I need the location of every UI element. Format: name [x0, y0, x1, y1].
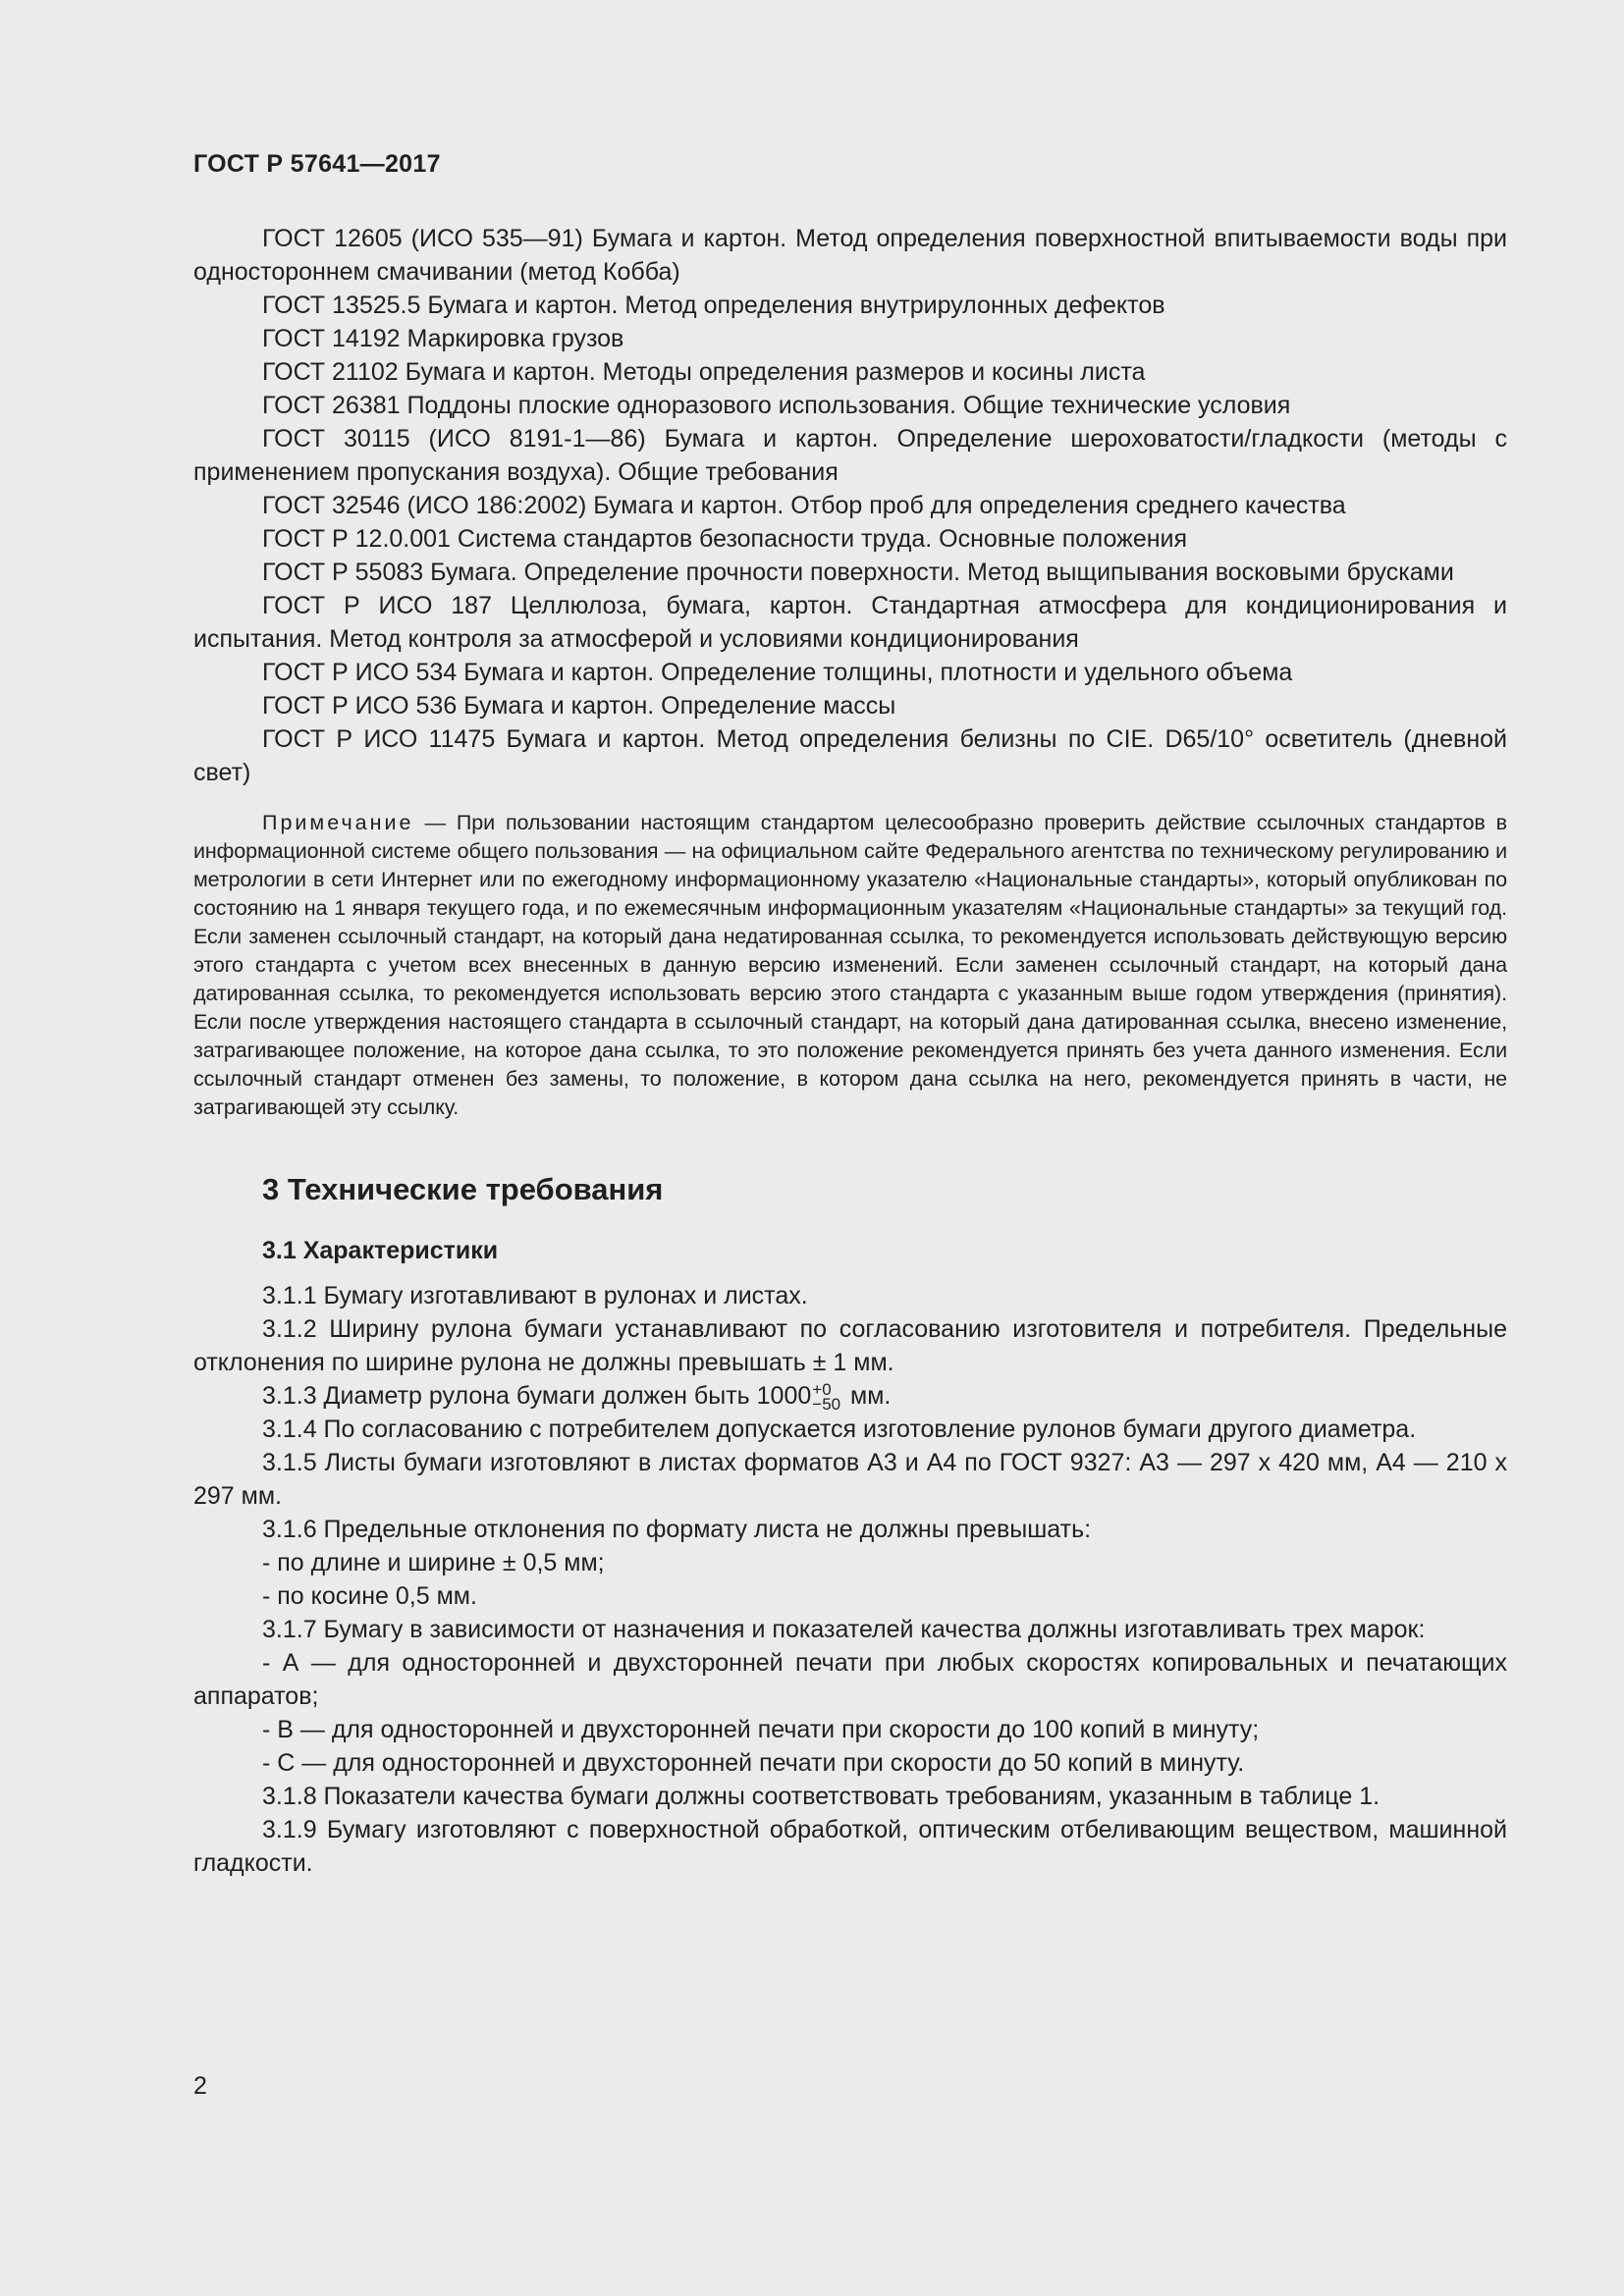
subsection-title: 3.1 Характеристики	[262, 1237, 499, 1264]
clause-3-1-1: 3.1.1 Бумагу изготавливают в рулонах и листах.	[262, 1282, 808, 1309]
list-item: - В — для односторонней и двухсторонней печати при скорости до 100 копий в минуту;	[262, 1716, 1260, 1743]
reference-item: ГОСТ Р ИСО 187 Целлюлоза, бумага, картон. Стандартная атмосфера для кондиционирования и испытания. Метод контроля за атмосферой и условиями кондиционирования	[193, 592, 1507, 653]
document-page	[193, 147, 1507, 1880]
reference-item: ГОСТ Р ИСО 534 Бумага и картон. Определение толщины, плотности и удельного объема	[262, 659, 1293, 686]
note-paragraph	[193, 809, 1507, 1122]
list-item: - С — для односторонней и двухсторонней печати при скорости до 50 копий в минуту.	[262, 1749, 1245, 1777]
reference-item: ГОСТ Р 55083 Бумага. Определение прочности поверхности. Метод выщипывания восковыми брусками	[262, 559, 1454, 586]
tolerance-lower: −50	[812, 1395, 841, 1414]
reference-item: ГОСТ 26381 Поддоны плоские одноразового использования. Общие технические условия	[262, 392, 1291, 419]
reference-item: ГОСТ Р ИСО 536 Бумага и картон. Определение массы	[262, 692, 896, 720]
clause-3-1-7: 3.1.7 Бумагу в зависимости от назначения и показателей качества должны изготавливать трех марок:	[262, 1616, 1426, 1643]
clause-3-1-2: 3.1.2 Ширину рулона бумаги устанавливают по согласованию изготовителя и потребителя. Предельные отклонения по ширине рулона не должны превышать ± 1 мм.	[193, 1315, 1507, 1376]
reference-item: ГОСТ 14192 Маркировка грузов	[262, 325, 624, 352]
clause-3-1-9: 3.1.9 Бумагу изготовляют с поверхностной обработкой, оптическим отбеливающим веществом, машинной гладкости.	[193, 1816, 1507, 1877]
clause-3-1-3-unit: мм.	[843, 1382, 892, 1410]
reference-item: ГОСТ 32546 (ИСО 186:2002) Бумага и картон. Отбор проб для определения среднего качества	[262, 492, 1346, 519]
page-number: 2	[193, 2072, 207, 2100]
reference-item: ГОСТ 30115 (ИСО 8191-1—86) Бумага и картон. Определение шероховатости/гладкости (методы с применением пропускания воздуха). Общие требования	[193, 425, 1507, 486]
note-text: — При пользовании настоящим стандартом целесообразно проверить действие ссылочных стандартов в информационной системе общего пользования — на официальном сайте Федерального агентства по техническому регулированию и метрологии в сети Интернет или по ежегодному информационному указателю «Национальные стандарты», который опубликован по состоянию на 1 января текущего года, и по ежемесячным информационным указателям «Национальные стандарты» за текущий год. Если заменен ссылочный стандарт, на который дана недатированная ссылка, то рекомендуется использовать действующую версию этого стандарта с учетом всех внесенных в данную версию изменений. Если заменен ссылочный стандарт, на который дана датированная ссылка, то рекомендуется использовать версию этого стандарта с указанным выше годом утверждения (принятия). Если после утверждения настоящего стандарта в ссылочный стандарт, на который дана датированная ссылка, внесено изменение, затрагивающее положение, на которое дана ссылка, то это положение рекомендуется принять без учета данного изменения. Если ссылочный стандарт отменен без замены, то положение, в котором дана ссылка на него, рекомендуется принять в части, не затрагивающей эту ссылку.	[193, 811, 1507, 1119]
list-item: - по длине и ширине ± 0,5 мм;	[262, 1549, 605, 1576]
clause-3-1-3	[193, 1379, 1507, 1413]
clause-3-1-5: 3.1.5 Листы бумаги изготовляют в листах форматов А3 и А4 по ГОСТ 9327: А3 — 297 х 420 мм, А4 — 210 х 297 мм.	[193, 1449, 1507, 1510]
reference-item: ГОСТ Р 12.0.001 Система стандартов безопасности труда. Основные положения	[262, 525, 1188, 553]
clause-3-1-8: 3.1.8 Показатели качества бумаги должны соответствовать требованиям, указанным в таблице 1.	[262, 1783, 1380, 1810]
reference-item: ГОСТ 21102 Бумага и картон. Методы определения размеров и косины листа	[262, 358, 1146, 386]
document-code-header: ГОСТ Р 57641—2017	[193, 150, 441, 178]
note-label: Примечание	[262, 811, 414, 834]
reference-item: ГОСТ 13525.5 Бумага и картон. Метод определения внутрирулонных дефектов	[262, 292, 1165, 319]
clause-3-1-4: 3.1.4 По согласованию с потребителем допускается изготовление рулонов бумаги другого диаметра.	[262, 1415, 1417, 1443]
section-title: 3 Технические требования	[262, 1172, 664, 1206]
clauses-list	[193, 1279, 1507, 1880]
list-item: - по косине 0,5 мм.	[262, 1582, 477, 1610]
tolerance-upper: +0	[812, 1380, 832, 1399]
diameter-tolerance	[812, 1382, 840, 1412]
clause-3-1-6: 3.1.6 Предельные отклонения по формату листа не должны превышать:	[262, 1516, 1092, 1543]
list-item: - А — для односторонней и двухсторонней печати при любых скоростях копировальных и печатающих аппаратов;	[193, 1649, 1507, 1710]
clause-3-1-3-text: 3.1.3 Диаметр рулона бумаги должен быть 1000	[262, 1382, 812, 1410]
normative-references-list	[193, 222, 1507, 789]
reference-item: ГОСТ Р ИСО 11475 Бумага и картон. Метод определения белизны по CIE. D65/10° осветитель (дневной свет)	[193, 725, 1507, 786]
reference-item: ГОСТ 12605 (ИСО 535—91) Бумага и картон. Метод определения поверхностной впитываемости воды при одностороннем смачивании (метод Кобба)	[193, 225, 1507, 286]
